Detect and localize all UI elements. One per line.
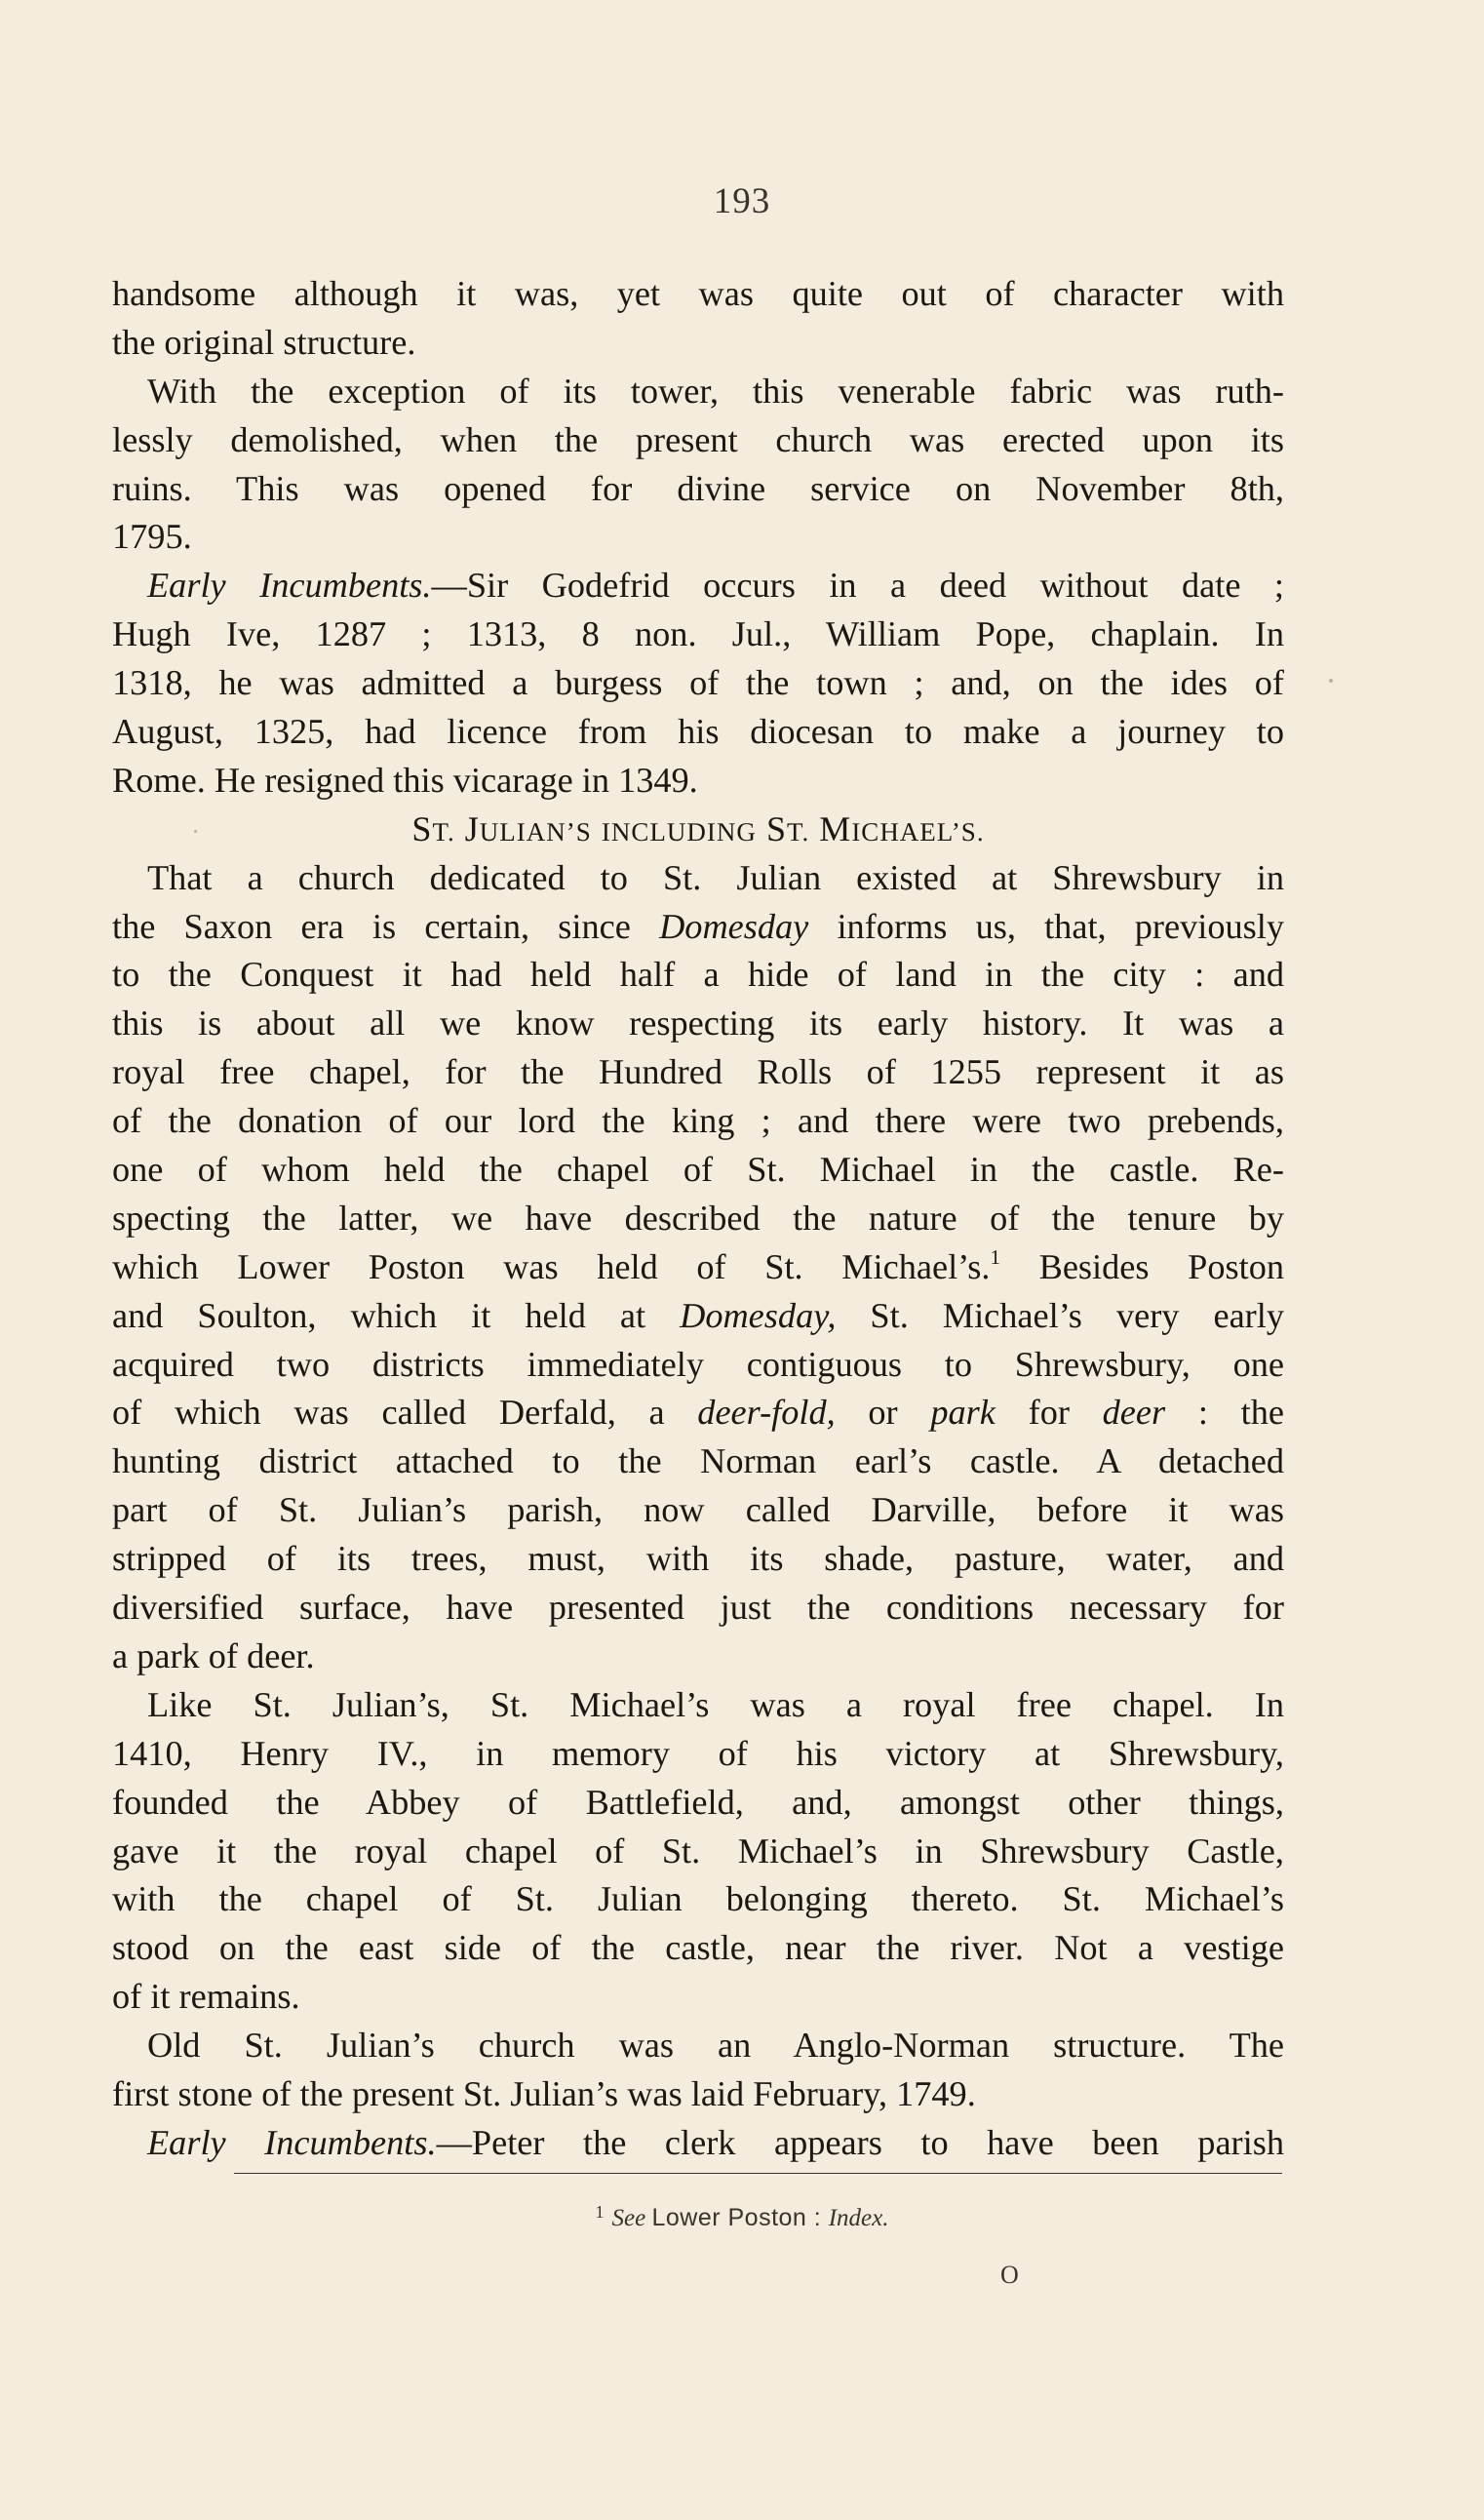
text-line: Old St. Julian’s church was an Anglo-Norman structure. The <box>147 2026 1284 2066</box>
text-span: —Sir Godefrid occurs in a deed without date ; <box>431 566 1284 606</box>
text-line: of it remains. <box>112 1977 300 2017</box>
text-line: royal free chapel, for the Hundred Rolls of 1255 represent it as <box>112 1052 1284 1092</box>
heading-part: M <box>819 808 852 848</box>
text-line <box>112 1389 1284 1437</box>
page-number: 193 <box>713 181 771 221</box>
text-line: 1318, he was admitted a burgess of the town ; and, on the ides of <box>112 663 1284 703</box>
text-line <box>112 1292 1284 1341</box>
text-span: : the <box>1165 1393 1284 1433</box>
footnote-mark: 1 <box>595 2202 605 2222</box>
text-line: a park of deer. <box>112 1635 315 1675</box>
footnote-rule <box>234 2173 1282 2174</box>
text-line: handsome although it was, yet was quite out of character with <box>112 274 1284 313</box>
text-line: acquired two districts immediately contiguous to Shrewsbury, one <box>112 1344 1284 1384</box>
text-line: With the exception of its tower, this venerable fabric was ruth- <box>147 371 1284 411</box>
text-span: of which was called Derfald, a <box>112 1393 698 1433</box>
text-line <box>112 2119 1284 2168</box>
text-span-italic: deer <box>1102 1393 1166 1433</box>
text-span: —Peter the clerk appears to have been parish <box>436 2122 1284 2162</box>
text-line: part of St. Julian’s parish, now called Darville, before it was <box>112 1490 1284 1530</box>
heading-part: T. <box>786 816 810 847</box>
text-span-italic: Domesday, <box>680 1295 837 1335</box>
text-line: first stone of the present St. Julian’s was laid February, 1749. <box>112 2073 976 2113</box>
text-line: stood on the east side of the castle, near the river. Not a vestige <box>112 1928 1284 1968</box>
text-line: August, 1325, had licence from his diocesan to make a journey to <box>112 712 1284 752</box>
text-line <box>112 1243 1284 1292</box>
section-label: Early Incumbents. <box>147 566 432 606</box>
heading-part: INCLUDING <box>601 816 757 847</box>
text-line: of the donation of our lord the king ; and there were two prebends, <box>112 1101 1284 1141</box>
text-line: gave it the royal chapel of St. Michael’s in Shrewsbury Castle, <box>112 1831 1284 1870</box>
heading-part: T. <box>432 816 455 847</box>
paper-speck <box>1329 679 1333 683</box>
text-line: Rome. He resigned this vicarage in 1349. <box>112 760 698 800</box>
text-line: Hugh Ive, 1287 ; 1313, 8 non. Jul., William Pope, chaplain. In <box>112 614 1284 654</box>
text-line: ruins. This was opened for divine service on November 8th, <box>112 468 1284 508</box>
text-span: for <box>995 1393 1103 1433</box>
footnote <box>0 2204 1484 2232</box>
heading-part: ULIAN’S <box>479 816 592 847</box>
section-heading <box>112 806 1284 854</box>
heading-part: S <box>411 808 433 848</box>
heading-part: J <box>464 808 480 848</box>
text-line: specting the latter, we have described the nature of the tenure by <box>112 1198 1284 1238</box>
text-span: which Lower Poston was held of St. Michael’s. <box>112 1246 991 1286</box>
heading-part: ICHAEL’S. <box>851 816 985 847</box>
footnote-reference: 1 <box>990 1244 1000 1269</box>
text-span: or <box>835 1393 931 1433</box>
footnote-see: See <box>611 2205 646 2231</box>
text-span: the Saxon era is certain, since <box>112 906 660 946</box>
text-line: founded the Abbey of Battlefield, and, amongst other things, <box>112 1782 1284 1822</box>
text-line <box>112 562 1284 610</box>
text-line: lessly demolished, when the present church was erected upon its <box>112 419 1284 459</box>
footnote-index: Index. <box>828 2205 889 2231</box>
body-text <box>112 270 1284 2168</box>
text-line: hunting district attached to the Norman earl’s castle. A detached <box>112 1441 1284 1481</box>
text-line: 1410, Henry IV., in memory of his victory at Shrewsbury, <box>112 1733 1284 1773</box>
text-span-italic: Domesday <box>659 906 809 946</box>
text-line: stripped of its trees, must, with its shade, pasture, water, and <box>112 1539 1284 1579</box>
text-line: the original structure. <box>112 322 416 362</box>
text-span-italic: park <box>930 1393 996 1433</box>
text-line: 1795. <box>112 517 192 557</box>
text-line: to the Conquest it had held half a hide of land in the city : and <box>112 955 1284 995</box>
text-line <box>112 903 1284 952</box>
text-line: this is about all we know respecting its early history. It was a <box>112 1004 1284 1043</box>
footnote-text: Lower Poston : <box>651 2204 829 2231</box>
text-span: Besides Poston <box>999 1246 1284 1286</box>
text-line: with the chapel of St. Julian belonging thereto. St. Michael’s <box>112 1879 1284 1919</box>
text-line: That a church dedicated to St. Julian existed at Shrewsbury in <box>147 857 1284 897</box>
section-label: Early Incumbents. <box>147 2122 437 2162</box>
text-line: Like St. Julian’s, St. Michael’s was a royal free chapel. In <box>147 1684 1284 1724</box>
signature-mark: O <box>1000 2261 1019 2289</box>
heading-part: S <box>765 808 787 848</box>
text-span-italic: deer-fold, <box>697 1393 836 1433</box>
text-span: St. Michael’s very early <box>836 1295 1284 1335</box>
text-line: one of whom held the chapel of St. Michael in the castle. Re- <box>112 1150 1284 1190</box>
text-line: diversified surface, have presented just the conditions necessary for <box>112 1588 1284 1628</box>
paper-speck <box>194 830 197 833</box>
text-span: and Soulton, which it held at <box>112 1295 681 1335</box>
text-span: informs us, that, previously <box>808 906 1285 946</box>
